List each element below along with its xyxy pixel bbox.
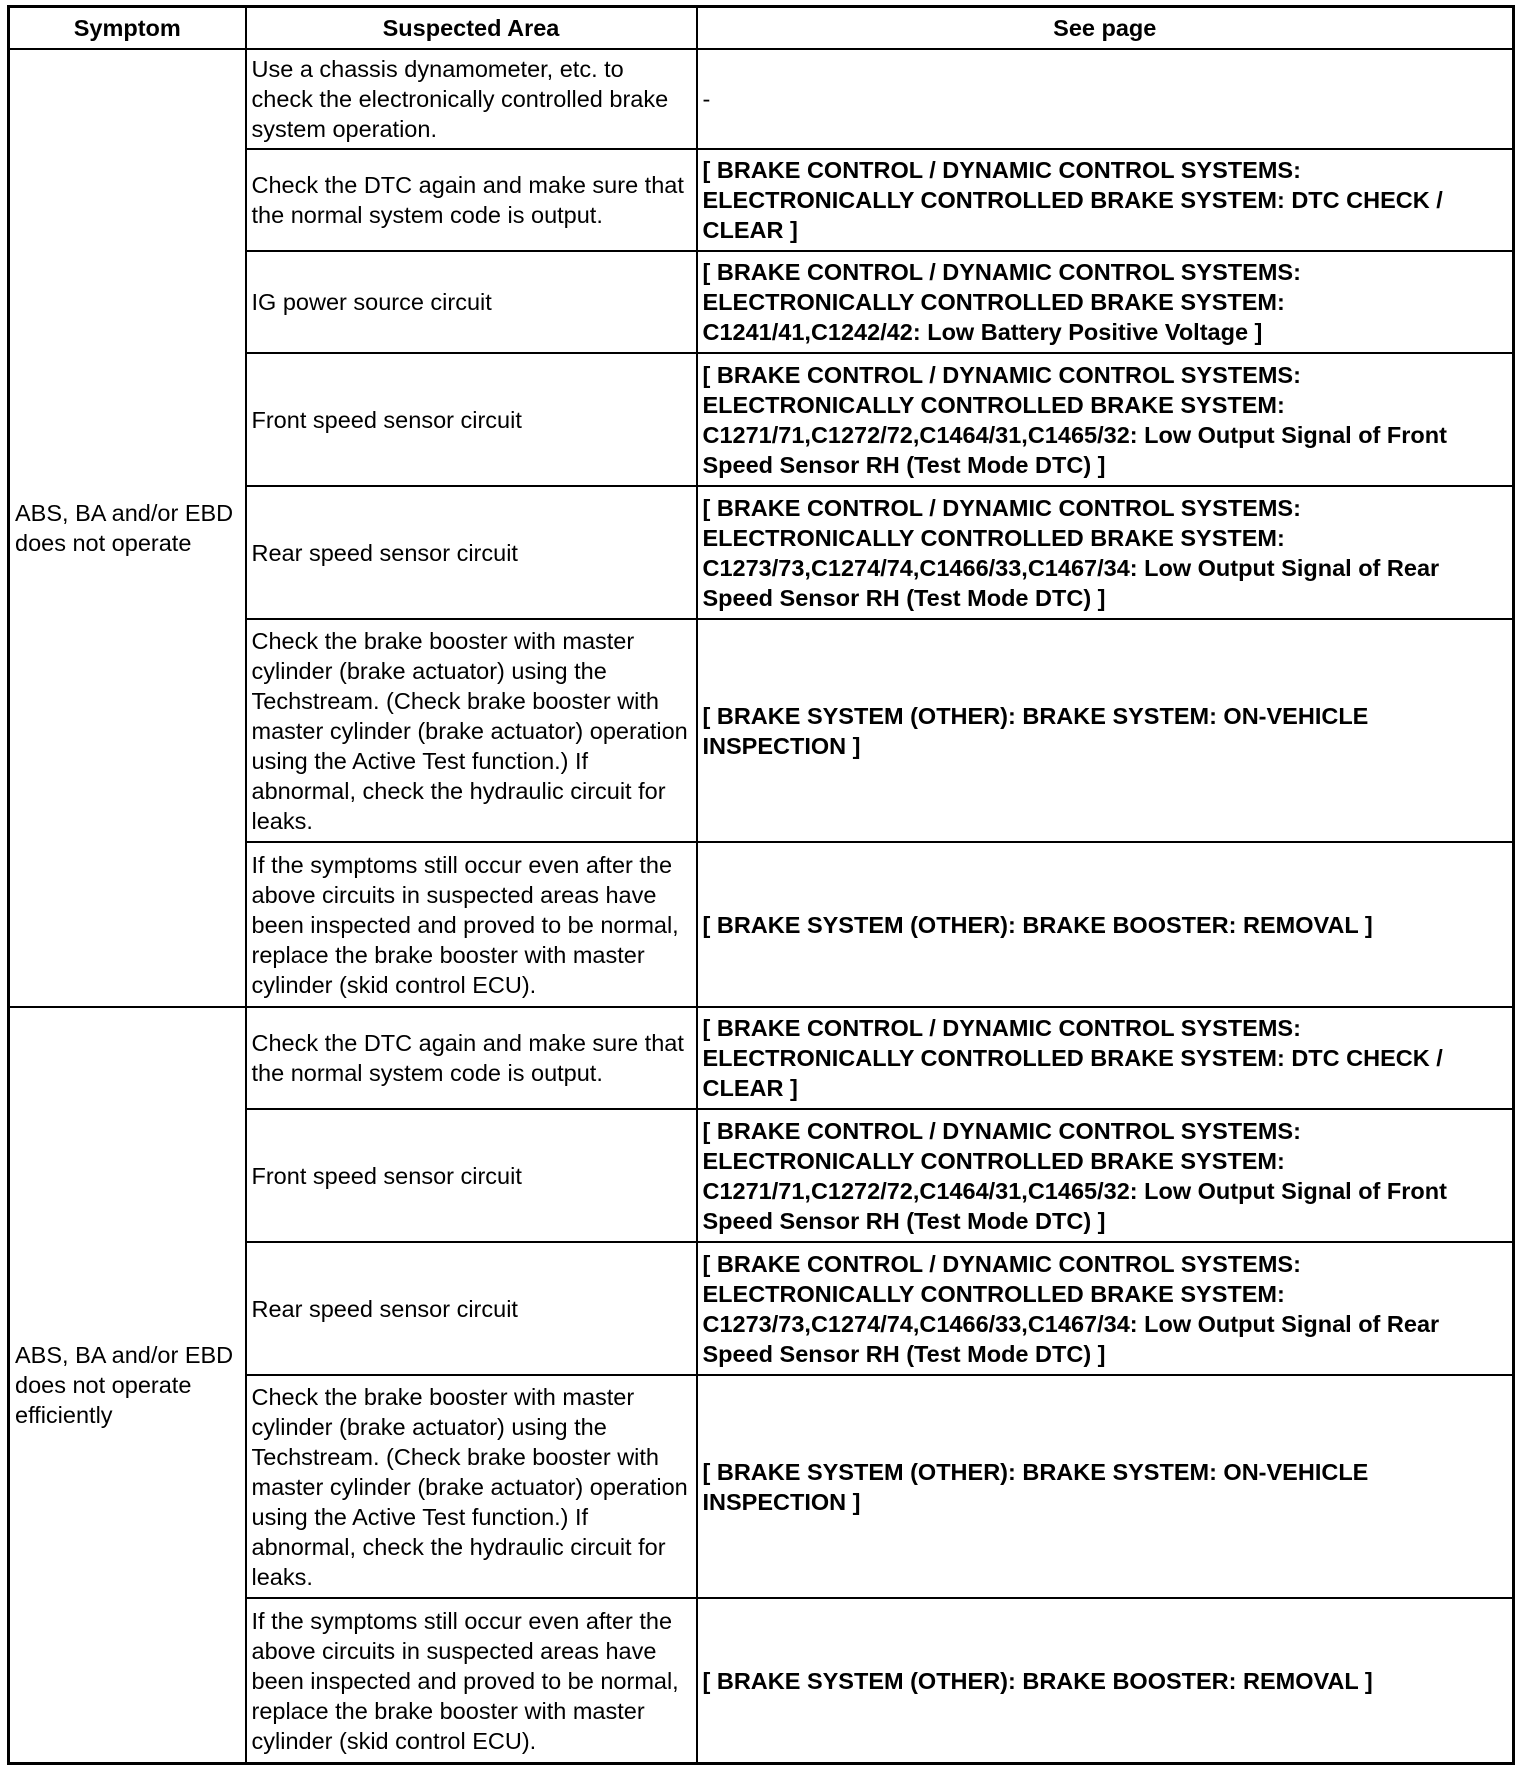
header-row bbox=[9, 7, 1514, 50]
see-page-link[interactable]: [ BRAKE CONTROL / DYNAMIC CONTROL SYSTEMS: ELECTRONICALLY CONTROLLED BRAKE SYSTEM: DTC CHECK / CLEAR ] bbox=[697, 1007, 1514, 1109]
suspected-area-cell: IG power source circuit bbox=[246, 251, 697, 353]
see-page-link[interactable]: [ BRAKE CONTROL / DYNAMIC CONTROL SYSTEMS: ELECTRONICALLY CONTROLLED BRAKE SYSTEM: C1273/73,C1274/74,C1466/33,C1467/34: Low Output Signal of Rear Speed Sensor RH (Test Mode DTC) ] bbox=[697, 486, 1514, 619]
see-page-link[interactable]: [ BRAKE SYSTEM (OTHER): BRAKE BOOSTER: REMOVAL ] bbox=[697, 842, 1514, 1007]
troubleshooting-table-container bbox=[7, 5, 1512, 1765]
suspected-area-cell: Front speed sensor circuit bbox=[246, 1109, 697, 1242]
suspected-area-cell: Front speed sensor circuit bbox=[246, 353, 697, 486]
table-row bbox=[9, 49, 1514, 149]
table-row bbox=[9, 1007, 1514, 1109]
see-page-link[interactable]: [ BRAKE SYSTEM (OTHER): BRAKE SYSTEM: ON-VEHICLE INSPECTION ] bbox=[697, 1375, 1514, 1598]
suspected-area-cell: Use a chassis dynamometer, etc. to check the electronically controlled brake system operation. bbox=[246, 49, 697, 149]
header-symptom: Symptom bbox=[9, 7, 246, 50]
troubleshooting-table bbox=[7, 5, 1515, 1765]
suspected-area-cell: Check the DTC again and make sure that the normal system code is output. bbox=[246, 149, 697, 251]
suspected-area-cell: If the symptoms still occur even after the above circuits in suspected areas have been inspected and proved to be normal, replace the brake booster with master cylinder (skid control ECU). bbox=[246, 1598, 697, 1764]
see-page-link[interactable]: [ BRAKE CONTROL / DYNAMIC CONTROL SYSTEMS: ELECTRONICALLY CONTROLLED BRAKE SYSTEM: C1241/41,C1242/42: Low Battery Positive Voltage ] bbox=[697, 251, 1514, 353]
see-page-link[interactable]: [ BRAKE SYSTEM (OTHER): BRAKE BOOSTER: REMOVAL ] bbox=[697, 1598, 1514, 1764]
see-page-link[interactable]: [ BRAKE CONTROL / DYNAMIC CONTROL SYSTEMS: ELECTRONICALLY CONTROLLED BRAKE SYSTEM: C1271/71,C1272/72,C1464/31,C1465/32: Low Output Signal of Front Speed Sensor RH (Test Mode DTC) ] bbox=[697, 353, 1514, 486]
suspected-area-cell: Rear speed sensor circuit bbox=[246, 486, 697, 619]
header-see-page: See page bbox=[697, 7, 1514, 50]
header-suspected-area: Suspected Area bbox=[246, 7, 697, 50]
suspected-area-cell: Check the brake booster with master cylinder (brake actuator) using the Techstream. (Check brake booster with master cylinder (brake actuator) operation using the Active Test function.) If abnormal, check the hydraulic circuit for leaks. bbox=[246, 1375, 697, 1598]
symptom-cell: ABS, BA and/or EBD does not operate bbox=[9, 49, 246, 1007]
suspected-area-cell: Check the brake booster with master cylinder (brake actuator) using the Techstream. (Check brake booster with master cylinder (brake actuator) operation using the Active Test function.) If abnormal, check the hydraulic circuit for leaks. bbox=[246, 619, 697, 842]
symptom-cell: ABS, BA and/or EBD does not operate efficiently bbox=[9, 1007, 246, 1764]
see-page-link[interactable]: [ BRAKE CONTROL / DYNAMIC CONTROL SYSTEMS: ELECTRONICALLY CONTROLLED BRAKE SYSTEM: C1273/73,C1274/74,C1466/33,C1467/34: Low Output Signal of Rear Speed Sensor RH (Test Mode DTC) ] bbox=[697, 1242, 1514, 1375]
see-page-link[interactable]: [ BRAKE CONTROL / DYNAMIC CONTROL SYSTEMS: ELECTRONICALLY CONTROLLED BRAKE SYSTEM: C1271/71,C1272/72,C1464/31,C1465/32: Low Output Signal of Front Speed Sensor RH (Test Mode DTC) ] bbox=[697, 1109, 1514, 1242]
see-page-link[interactable]: [ BRAKE CONTROL / DYNAMIC CONTROL SYSTEMS: ELECTRONICALLY CONTROLLED BRAKE SYSTEM: DTC CHECK / CLEAR ] bbox=[697, 149, 1514, 251]
suspected-area-cell: Check the DTC again and make sure that the normal system code is output. bbox=[246, 1007, 697, 1109]
suspected-area-cell: If the symptoms still occur even after the above circuits in suspected areas have been inspected and proved to be normal, replace the brake booster with master cylinder (skid control ECU). bbox=[246, 842, 697, 1007]
see-page-link[interactable]: [ BRAKE SYSTEM (OTHER): BRAKE SYSTEM: ON-VEHICLE INSPECTION ] bbox=[697, 619, 1514, 842]
see-page-cell: - bbox=[697, 49, 1514, 149]
suspected-area-cell: Rear speed sensor circuit bbox=[246, 1242, 697, 1375]
